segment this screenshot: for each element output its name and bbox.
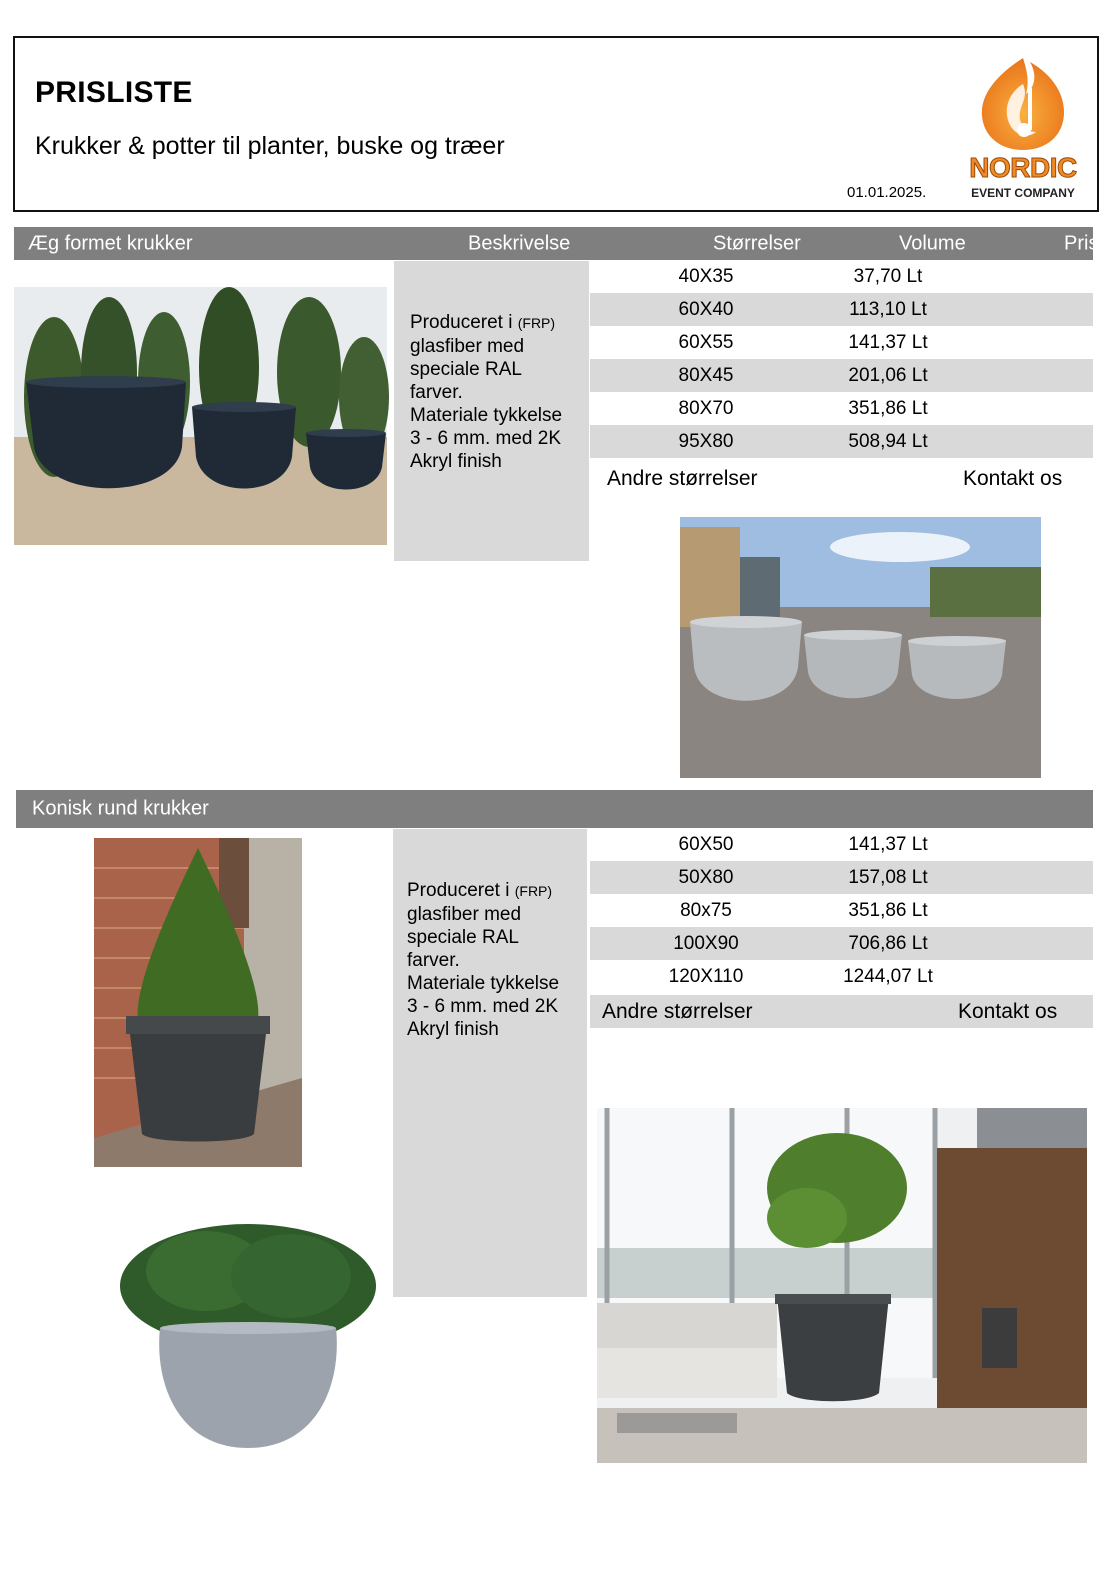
volume-cell: 37,70 Lt: [853, 265, 923, 287]
table-row: [590, 392, 1093, 425]
size-cell: 80X45: [678, 364, 734, 386]
table-row: [590, 828, 1093, 861]
volume-cell: 141,37 Lt: [848, 331, 928, 353]
category-title: Æg formet krukker: [28, 232, 193, 254]
egg-pots-black-photo: [14, 287, 387, 545]
size-cell: 80X70: [678, 397, 734, 419]
description-line: farver.: [410, 382, 463, 403]
table-row: [590, 260, 1093, 293]
description-line: Akryl finish: [407, 1019, 499, 1040]
table-row: [590, 960, 1093, 993]
column-volume: Volume: [899, 232, 966, 254]
description-line: Materiale tykkelse: [410, 405, 563, 426]
size-cell: 100X90: [673, 932, 739, 954]
page-subtitle: Krukker & potter til planter, buske og træer: [35, 132, 505, 160]
section-title: Konisk rund krukker: [32, 797, 209, 820]
description-line: speciale RAL: [407, 927, 519, 948]
column-header-bar: [14, 227, 1099, 260]
section-header-bar: [16, 790, 1093, 828]
description-line: glasfiber med: [410, 336, 525, 357]
column-description: Beskrivelse: [468, 232, 571, 254]
contact-link[interactable]: Kontakt os: [963, 467, 1063, 490]
size-cell: 95X80: [678, 430, 734, 452]
description-box: [394, 261, 589, 561]
other-sizes-label: Andre størrelser: [602, 999, 753, 1023]
logo-tagline: EVENT COMPANY: [971, 186, 1075, 200]
size-cell: 60X55: [678, 331, 734, 353]
header-box: [13, 36, 1099, 212]
company-logo: [968, 54, 1078, 204]
size-cell: 80x75: [680, 899, 732, 921]
other-sizes-label: Andre størrelser: [607, 467, 758, 490]
table-row: [590, 326, 1093, 359]
page-title: PRISLISTE: [35, 76, 193, 109]
description-line: Produceret i (FRP): [407, 880, 553, 901]
description-box: [393, 829, 587, 1297]
size-cell: 60X50: [678, 833, 734, 855]
description-line: Materiale tykkelse: [407, 973, 560, 994]
volume-cell: 113,10 Lt: [849, 298, 927, 320]
size-cell: 40X35: [678, 265, 734, 287]
column-price: Pris: [1064, 232, 1099, 254]
volume-cell: 706,86 Lt: [848, 932, 928, 954]
description-line: glasfiber med: [407, 904, 522, 925]
size-cell: 50X80: [678, 866, 734, 888]
living-room-photo: [597, 1108, 1087, 1463]
conic-pot-topiary-photo: [94, 838, 302, 1167]
table-row: [590, 927, 1093, 960]
description-line: 3 - 6 mm. med 2K: [410, 428, 561, 449]
flame-icon: [968, 54, 1078, 152]
contact-link[interactable]: Kontakt os: [958, 999, 1058, 1023]
volume-cell: 201,06 Lt: [848, 364, 928, 386]
description-line: Produceret i (FRP): [410, 312, 556, 333]
size-cell: 60X40: [678, 298, 734, 320]
volume-cell: 1244,07 Lt: [843, 965, 933, 987]
volume-cell: 508,94 Lt: [848, 430, 928, 452]
table-row: [590, 293, 1093, 326]
volume-cell: 351,86 Lt: [848, 397, 928, 419]
description-line: Akryl finish: [410, 451, 502, 472]
volume-cell: 351,86 Lt: [848, 899, 928, 921]
description-line: 3 - 6 mm. med 2K: [407, 996, 558, 1017]
table-row: [590, 359, 1093, 392]
volume-cell: 157,08 Lt: [848, 866, 928, 888]
table-row: [590, 861, 1093, 894]
description-line: farver.: [407, 950, 460, 971]
table-row: [590, 894, 1093, 927]
table-row: [590, 425, 1093, 458]
logo-name: NORDIC: [969, 152, 1077, 183]
document-date: 01.01.2025.: [847, 184, 927, 201]
volume-cell: 141,37 Lt: [848, 833, 928, 855]
table-row: [590, 995, 1093, 1028]
description-line: speciale RAL: [410, 359, 522, 380]
size-cell: 120X110: [668, 965, 744, 987]
column-sizes: Størrelser: [713, 232, 801, 254]
egg-pots-grey-photo: [680, 517, 1041, 778]
grey-pot-shrub-photo: [116, 1216, 380, 1488]
